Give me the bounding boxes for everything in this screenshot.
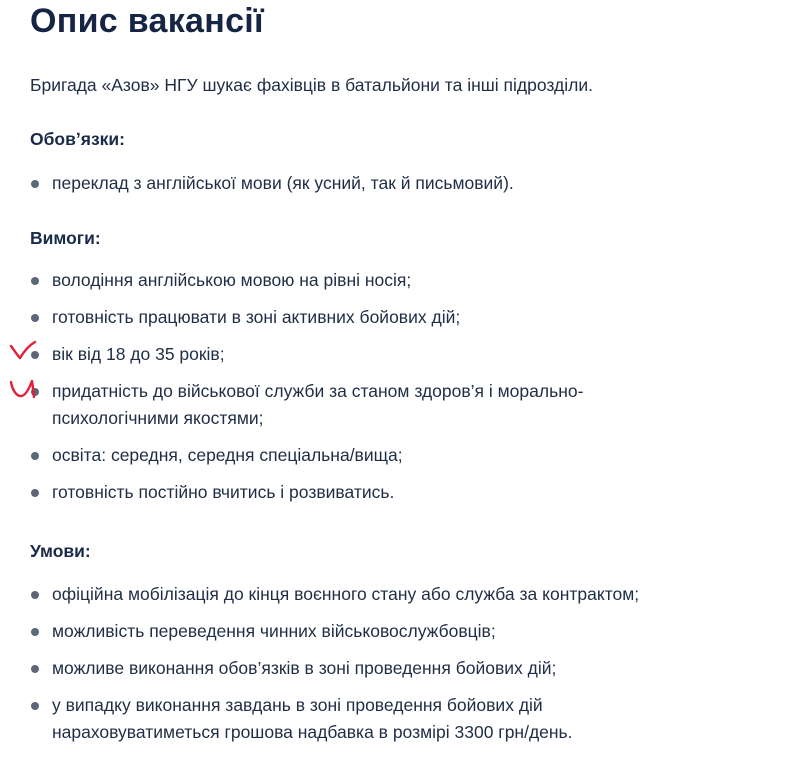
list-item-text: готовність постійно вчитись і розвиватись. xyxy=(52,482,395,502)
duties-list xyxy=(30,170,770,207)
red-checkmark-icon xyxy=(8,338,38,366)
list-item-text: вік від 18 до 35 років; xyxy=(52,344,225,364)
bullet-icon xyxy=(31,314,39,322)
conditions-heading: Умови: xyxy=(30,541,91,561)
requirements-heading: Вимоги: xyxy=(30,228,101,248)
list-item xyxy=(30,655,770,682)
list-item-text: володіння англійською мовою на рівні носія; xyxy=(52,270,412,290)
bullet-icon xyxy=(31,665,39,673)
list-item xyxy=(30,618,770,645)
list-item xyxy=(30,378,692,432)
page-title: Опис вакансії xyxy=(30,2,264,40)
list-item-text: у випадку виконання завдань в зоні проведення бойових дій нараховуватиметься грошова надбавка в розмірі 3300 грн/день. xyxy=(52,695,573,742)
list-item xyxy=(30,341,770,368)
list-item-text: переклад з англійської мови (як усний, так й письмовий). xyxy=(52,173,514,193)
list-item xyxy=(30,267,770,294)
conditions-list xyxy=(30,581,770,756)
bullet-icon xyxy=(31,591,39,599)
list-item-text: готовність працювати в зоні активних бойових дій; xyxy=(52,307,461,327)
list-item xyxy=(30,581,770,608)
list-item-text: можливе виконання обов’язків в зоні проведення бойових дій; xyxy=(52,658,557,678)
list-item xyxy=(30,479,770,506)
list-item xyxy=(30,170,770,197)
bullet-icon xyxy=(31,489,39,497)
list-item xyxy=(30,692,672,746)
bullet-icon xyxy=(31,180,39,188)
bullet-icon xyxy=(31,277,39,285)
bullet-icon xyxy=(31,628,39,636)
list-item-text: придатність до військової служби за станом здоров’я і морально-психологічними якостями; xyxy=(52,381,584,428)
duties-heading: Обовʼязки: xyxy=(30,129,125,149)
intro-text: Бригада «Азов» НГУ шукає фахівців в батальйони та інші підрозділи. xyxy=(30,75,593,95)
list-item-text: можливість переведення чинних військовослужбовців; xyxy=(52,621,496,641)
bullet-icon xyxy=(31,702,39,710)
red-checkmark-icon xyxy=(8,376,38,404)
requirements-list xyxy=(30,267,770,516)
list-item xyxy=(30,442,770,469)
list-item-text: офіційна мобілізація до кінця воєнного стану або служба за контрактом; xyxy=(52,584,640,604)
bullet-icon xyxy=(31,452,39,460)
list-item-text: освіта: середня, середня спеціальна/вища; xyxy=(52,445,403,465)
list-item xyxy=(30,304,770,331)
